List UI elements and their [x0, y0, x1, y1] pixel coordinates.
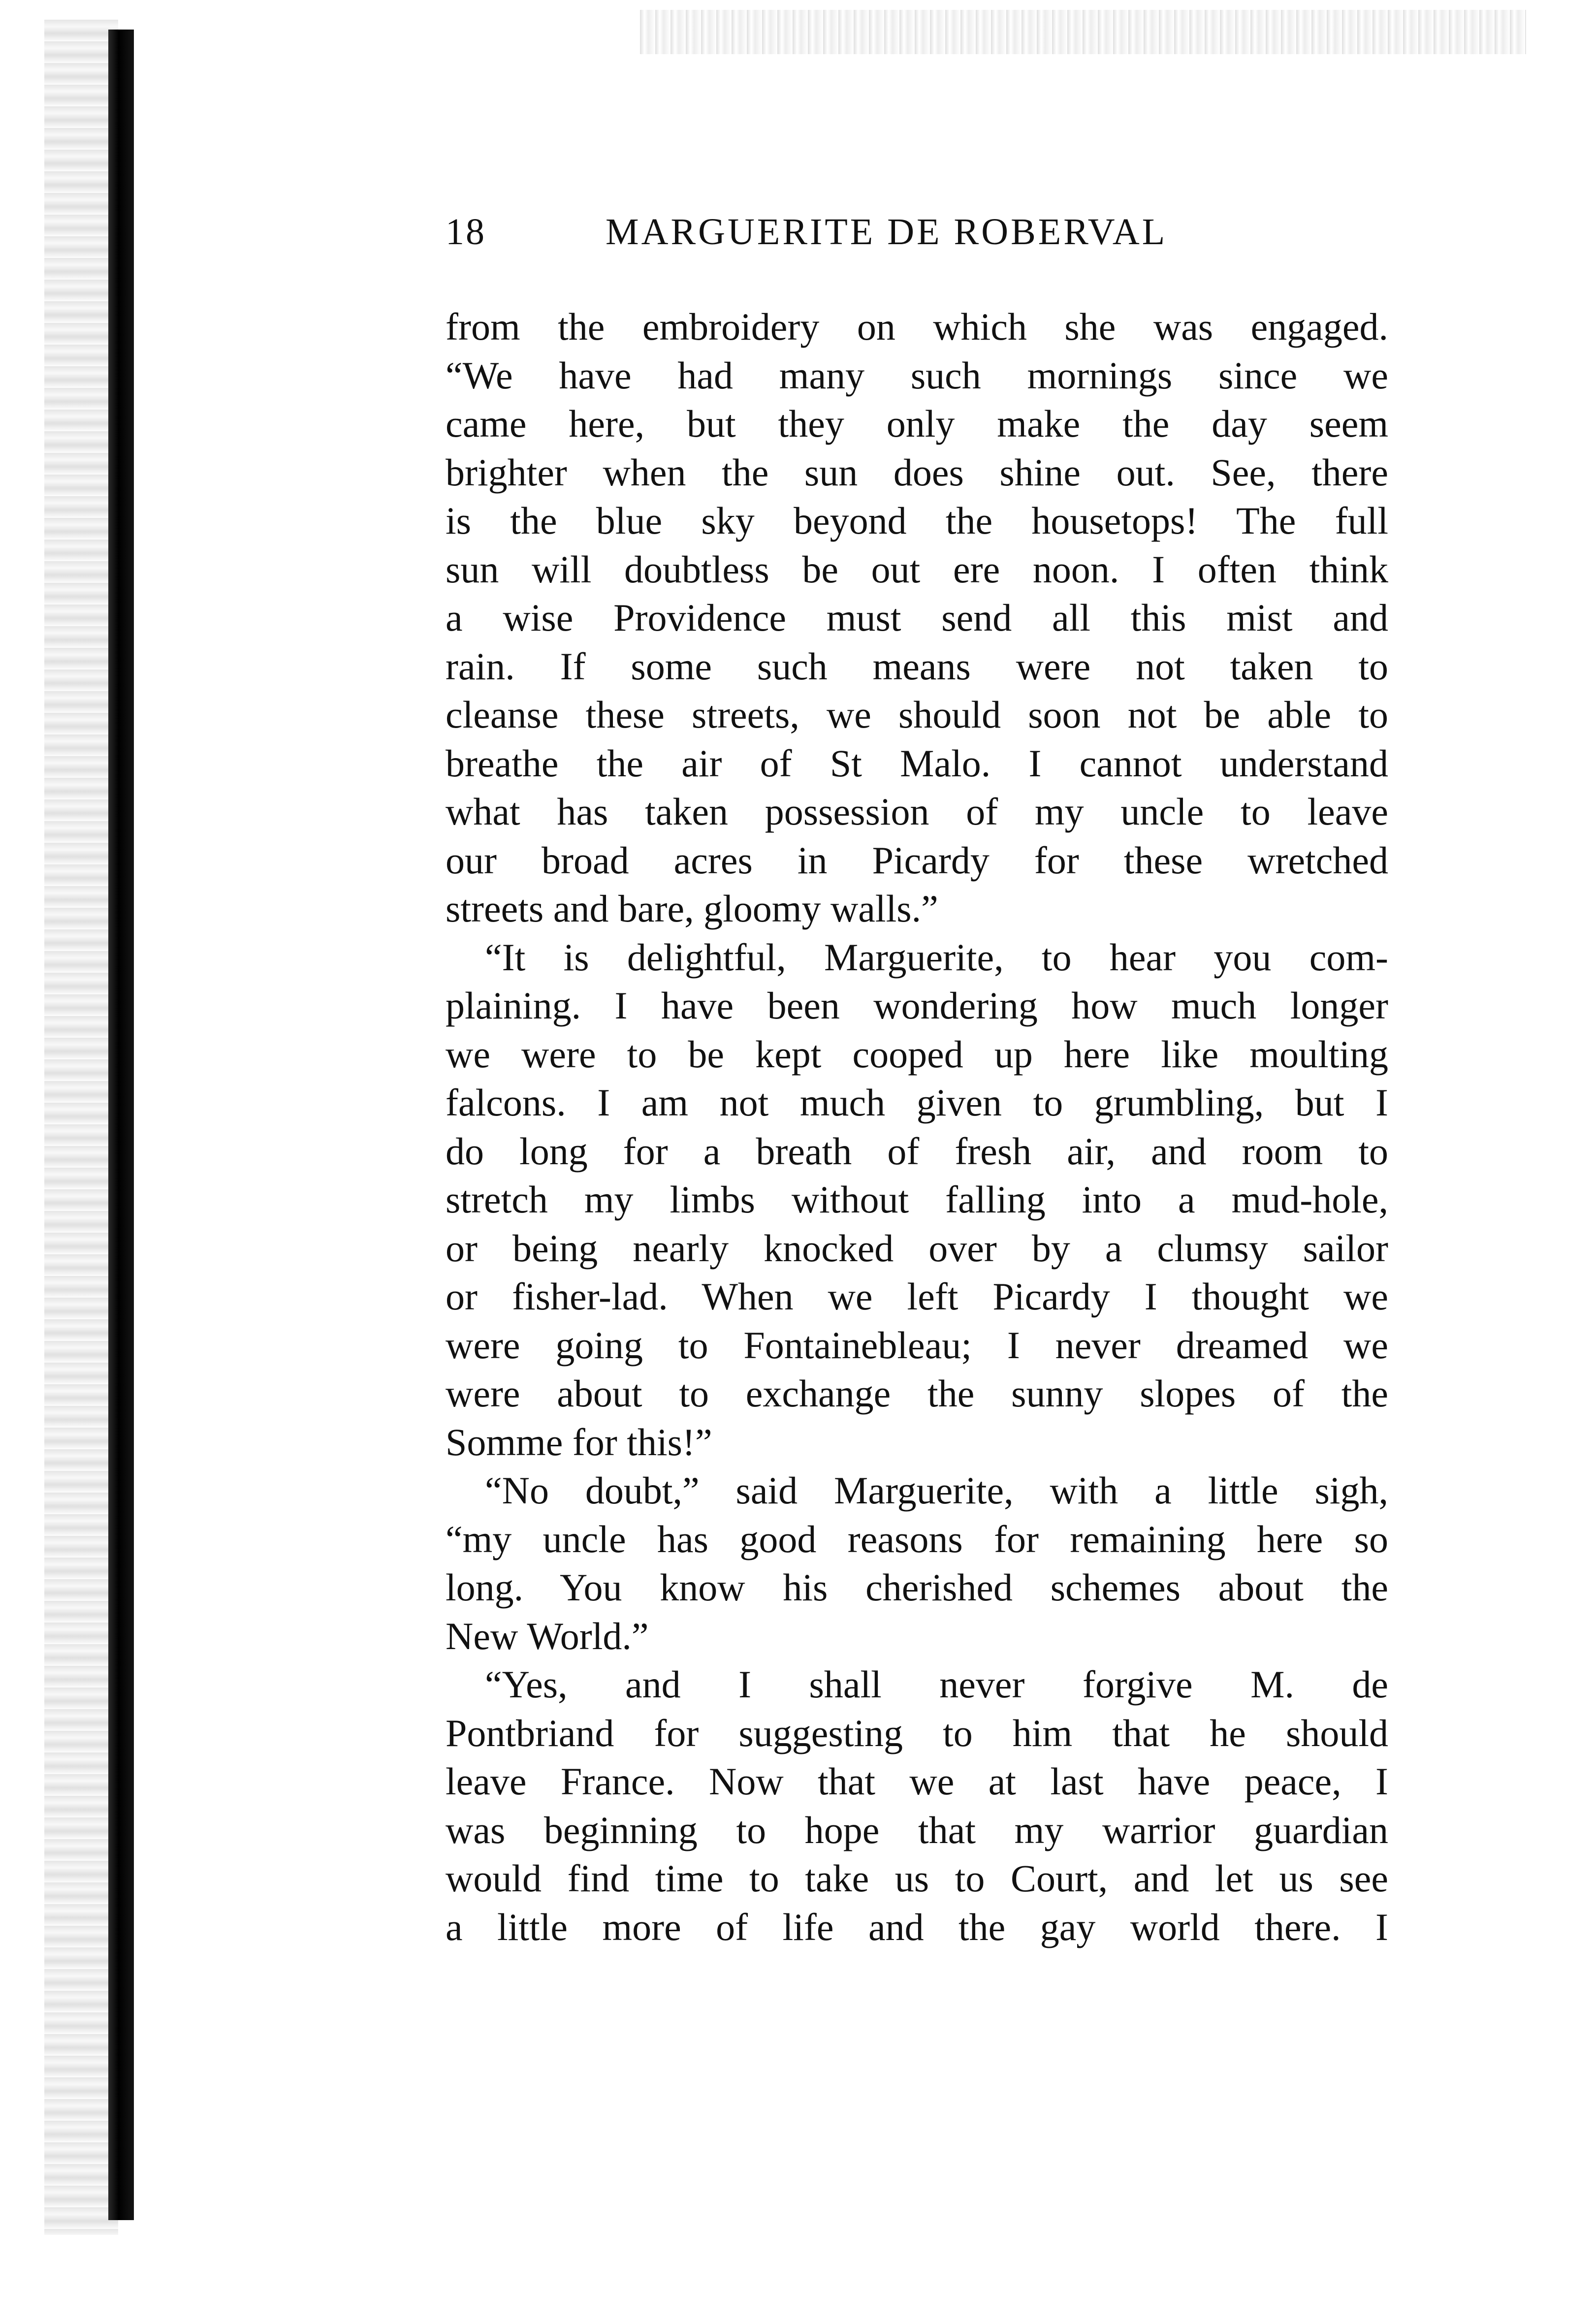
text-line: breathe the air of St Malo. I cannot understand	[446, 741, 1388, 785]
text-line: stretch my limbs without falling into a mud-hole,	[446, 1178, 1388, 1221]
text-line: came here, but they only make the day seem	[446, 402, 1388, 445]
text-line: we were to be kept cooped up here like moulting	[446, 1032, 1388, 1076]
text-line: “No doubt,” said Marguerite, with a little sigh,	[485, 1469, 1388, 1512]
text-line: were going to Fontainebleau; I never dreamed we	[446, 1323, 1388, 1367]
text-line: is the blue sky beyond the housetops! The full	[446, 499, 1388, 542]
text-line: from the embroidery on which she was engaged.	[446, 305, 1388, 348]
text-line: were about to exchange the sunny slopes of the	[446, 1372, 1388, 1415]
text-line: falcons. I am not much given to grumbling, but I	[446, 1081, 1388, 1124]
text-line: or fisher-lad. When we left Picardy I thought we	[446, 1275, 1388, 1318]
text-line: “my uncle has good reasons for remaining here so	[446, 1517, 1388, 1560]
text-line: what has taken possession of my uncle to leave	[446, 790, 1388, 833]
text-line: plaining. I have been wondering how much longer	[446, 984, 1388, 1027]
text-line: was beginning to hope that my warrior guardian	[446, 1808, 1388, 1851]
running-head: MARGUERITE DE ROBERVAL	[606, 211, 1168, 253]
text-line: “Yes, and I shall never forgive M. de	[485, 1663, 1388, 1706]
scan-speckle	[640, 10, 1526, 54]
text-line: or being nearly knocked over by a clumsy sailor	[446, 1226, 1388, 1270]
text-line: streets and bare, gloomy walls.”	[446, 887, 938, 930]
body-text	[446, 303, 1388, 1951]
text-line: “It is delightful, Marguerite, to hear you com-	[485, 935, 1388, 979]
binding-shadow	[44, 20, 118, 2235]
text-line: a little more of life and the gay world there. I	[446, 1905, 1388, 1948]
text-line: cleanse these streets, we should soon not be able to	[446, 693, 1388, 736]
page-number: 18	[446, 211, 486, 253]
text-line: brighter when the sun does shine out. See, there	[446, 450, 1388, 494]
text-line: sun will doubtless be out ere noon. I often think	[446, 547, 1388, 591]
text-line: New World.”	[446, 1614, 649, 1657]
text-line: long. You know his cherished schemes about the	[446, 1566, 1388, 1609]
text-line: Pontbriand for suggesting to him that he should	[446, 1711, 1388, 1754]
text-line: would find time to take us to Court, and let us see	[446, 1857, 1388, 1900]
binding-edge	[108, 30, 134, 2220]
text-line: our broad acres in Picardy for these wretched	[446, 838, 1388, 882]
text-line: a wise Providence must send all this mist and	[446, 596, 1388, 639]
text-line: leave France. Now that we at last have peace, I	[446, 1760, 1388, 1803]
text-line: “We have had many such mornings since we	[446, 353, 1388, 397]
text-line: rain. If some such means were not taken to	[446, 644, 1388, 688]
text-line: do long for a breath of fresh air, and room to	[446, 1129, 1388, 1173]
page-header	[446, 211, 1233, 265]
text-line: Somme for this!”	[446, 1420, 712, 1464]
